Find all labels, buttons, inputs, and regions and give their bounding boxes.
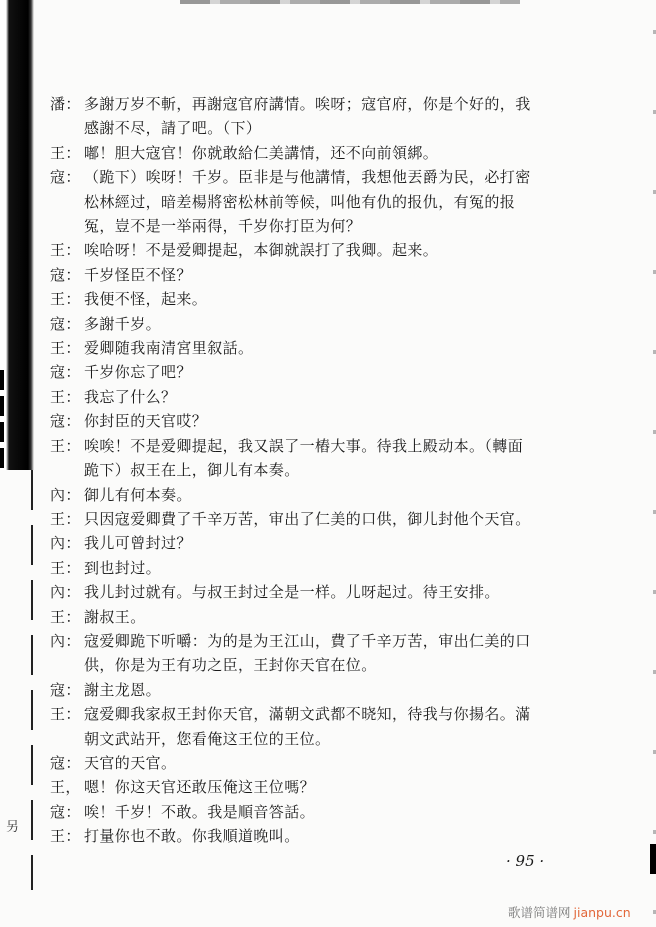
speaker-label: 內：: [50, 485, 81, 504]
dialogue-text: 唉唉！不是爱卿提起，我又誤了一樁大事。待我上殿动本。（轉面: [84, 436, 524, 455]
speaker-label: 王：: [50, 339, 81, 358]
dialogue-line: [50, 507, 590, 531]
dialogue-text: 千岁你忘了吧？: [84, 363, 192, 382]
dialogue-text: 我忘了什么？: [84, 387, 177, 406]
scan-top-strip: [180, 0, 520, 4]
speaker-label: 王：: [50, 509, 81, 528]
dialogue-continuation: [50, 727, 590, 751]
dialogue-line: [50, 312, 590, 336]
dialogue-continuation: [50, 116, 590, 140]
watermark-site-name: 歌谱简谱网: [508, 905, 571, 920]
dialogue-line: [50, 775, 590, 799]
dialogue-text: 多謝千岁。: [84, 314, 162, 333]
watermark-url: jianpu.cn: [573, 905, 631, 920]
dialogue-continuation: [50, 214, 590, 238]
dialogue-line: [50, 678, 590, 702]
scan-binding-line: [31, 470, 33, 890]
speaker-label: 寇：: [50, 314, 81, 333]
speaker-label: 寇：: [50, 802, 81, 821]
dialogue-text: 你封臣的天官哎？: [84, 412, 208, 431]
dialogue-line: [50, 409, 590, 433]
speaker-label: 王：: [50, 827, 81, 846]
dialogue-continuation: [50, 190, 590, 214]
dialogue-text: 謝主龙恩。: [84, 680, 162, 699]
dialogue-line: [50, 483, 590, 507]
page-number: · 95 ·: [506, 852, 545, 870]
speaker-label: 王，: [50, 778, 81, 797]
dialogue-line: [50, 287, 590, 311]
speaker-label: 內：: [50, 631, 81, 650]
watermark: [508, 903, 631, 921]
dialogue-line: [50, 556, 590, 580]
dialogue-text: 松林經过，暗差楊將密松林前等候，叫他有仇的报仇，有冤的报: [84, 192, 516, 211]
speaker-label: 王：: [50, 387, 81, 406]
dialogue-text: 打量你也不敢。你我順道晚叫。: [84, 827, 300, 846]
dialogue-text: （跪下）唉呀！千岁。臣非是与他講情，我想他丟爵为民，必打密: [84, 168, 531, 187]
speaker-label: 王：: [50, 607, 81, 626]
dialogue-line: [50, 702, 590, 726]
speaker-label: 寇：: [50, 168, 81, 187]
dialogue-text: 我儿可曾封过？: [84, 534, 192, 553]
dialogue-text: 唉！千岁！不敢。我是順音答話。: [84, 802, 316, 821]
speaker-label: 王：: [50, 558, 81, 577]
dialogue-text: 嗯！你这天官还敢压俺这王位嗎？: [84, 778, 316, 797]
dialogue-line: [50, 751, 590, 775]
dialogue-line: [50, 360, 590, 384]
dialogue-line: [50, 336, 590, 360]
dialogue-text: 感謝不尽，請了吧。（下）: [84, 119, 262, 138]
dialogue-line: [50, 629, 590, 653]
dialogue-text: 嘟！胆大寇官！你就敢給仁美講情，还不向前領綁。: [84, 143, 439, 162]
speaker-label: 王：: [50, 436, 81, 455]
dialogue-text: 御儿有何本奏。: [84, 485, 192, 504]
dialogue-text: 寇爱卿跪下听嚼：为的是为王江山，費了千辛万苦，审出仁美的口: [84, 631, 531, 650]
speaker-label: 內：: [50, 534, 81, 553]
speaker-label: 寇：: [50, 680, 81, 699]
dialogue-line: [50, 165, 590, 189]
dialogue-text: 謝叔王。: [84, 607, 146, 626]
dialogue-text: 朝文武站开，您看俺这王位的王位。: [84, 729, 331, 748]
dialogue-text: 唉哈呀！不是爱卿提起，本御就誤打了我卿。起来。: [84, 241, 439, 260]
dialogue-line: [50, 531, 590, 555]
dialogue-text: 爱卿随我南清宮里叙話。: [84, 339, 254, 358]
script-page: [50, 92, 590, 849]
dialogue-text: 我便不怪，起来。: [84, 290, 208, 309]
dialogue-text: 跪下）叔王在上，御儿有本奏。: [84, 461, 300, 480]
scan-edge-mark: [0, 370, 4, 470]
speaker-label: 寇：: [50, 265, 81, 284]
dialogue-line: [50, 92, 590, 116]
dialogue-text: 供，你是为王有功之臣，王封你天官在位。: [84, 656, 377, 675]
speaker-label: 王：: [50, 143, 81, 162]
dialogue-text: 多謝万岁不斬，再謝寇官府講情。唉呀；寇官府，你是个好的，我: [84, 95, 531, 113]
dialogue-text: 千岁怪臣不怪？: [84, 265, 192, 284]
dialogue-line: [50, 385, 590, 409]
speaker-label: 王：: [50, 241, 81, 260]
speaker-label: 寇：: [50, 363, 81, 382]
speaker-label: 潘：: [50, 95, 81, 113]
dialogue-line: [50, 238, 590, 262]
speaker-label: 王：: [50, 290, 81, 309]
speaker-label: 王：: [50, 705, 81, 724]
scan-binding-edge: [0, 0, 34, 470]
dialogue-continuation: [50, 653, 590, 677]
dialogue-line: [50, 580, 590, 604]
scan-right-edge-mark: [650, 844, 656, 874]
speaker-label: 寇：: [50, 412, 81, 431]
dialogue-continuation: [50, 458, 590, 482]
dialogue-text: 寇爱卿我家叔王封你天官，滿朝文武都不晓知，待我与你揚名。滿: [84, 705, 531, 724]
dialogue-text: 我儿封过就有。与叔王封过全是一样。儿呀起过。待王安排。: [84, 583, 500, 602]
dialogue-line: [50, 141, 590, 165]
dialogue-text: 到也封过。: [84, 558, 162, 577]
dialogue-text: 只因寇爱卿費了千辛万苦，审出了仁美的口供，御儿封他个天官。: [84, 509, 531, 528]
dialogue-text: 冤，豈不是一举兩得，千岁你打臣为何？: [84, 217, 362, 236]
dialogue-line: [50, 263, 590, 287]
dialogue-text: 天官的天官。: [84, 753, 177, 772]
dialogue-line: [50, 824, 590, 848]
margin-mark: 另: [6, 820, 20, 835]
dialogue-line: [50, 800, 590, 824]
speaker-label: 內：: [50, 583, 81, 602]
dialogue-line: [50, 605, 590, 629]
speaker-label: 寇：: [50, 753, 81, 772]
dialogue-line: [50, 434, 590, 458]
